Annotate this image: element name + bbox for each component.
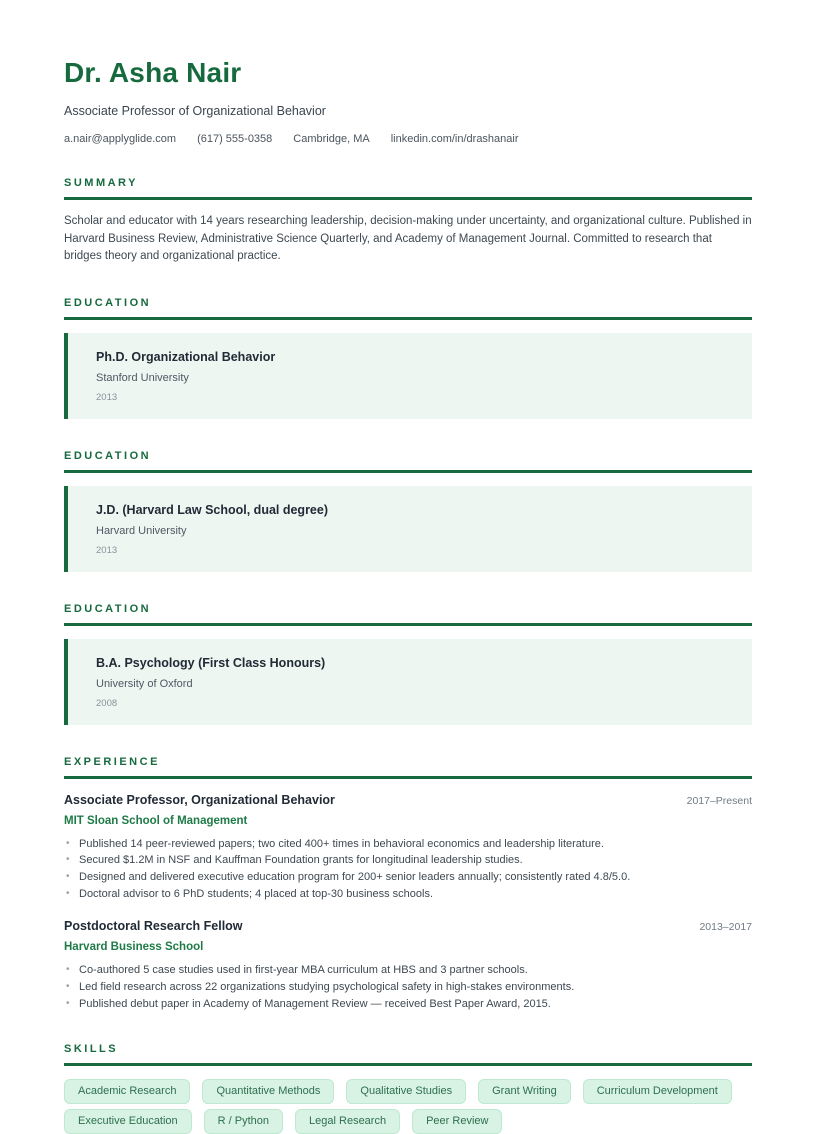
skill-chip: Curriculum Development	[583, 1079, 732, 1104]
experience-heading: EXPERIENCE	[64, 755, 160, 768]
job-dates: 2013–2017	[699, 921, 752, 934]
education-year: 2013	[96, 391, 118, 403]
job-bullet-list	[64, 836, 752, 903]
skill-chip: Peer Review	[412, 1109, 502, 1134]
summary-text: Scholar and educator with 14 years researching leadership, decision-making under uncertainty, and organizational culture. Published in Harvard Business Review, Administrative Science Quarterly, and Academy of Management Journal. Committed to research that bridges theory and organizational practice.	[64, 215, 752, 262]
education-heading: EDUCATION	[64, 602, 152, 615]
candidate-title: Associate Professor of Organizational Behavior	[64, 104, 326, 118]
education-heading: EDUCATION	[64, 296, 152, 309]
job-bullet: • Published 14 peer-reviewed papers; two cited 400+ times in behavioral economics and leadership literature.	[64, 836, 752, 853]
section-education-1	[64, 297, 752, 419]
skill-chip: Legal Research	[295, 1109, 400, 1134]
education-year: 2013	[96, 544, 118, 556]
contact-phone: (617) 555-0358	[197, 133, 273, 145]
education-card	[64, 333, 752, 419]
job-bullet: • Doctoral advisor to 6 PhD students; 4 placed at top-30 business schools.	[64, 886, 752, 903]
skill-chip: Qualitative Studies	[346, 1079, 466, 1104]
contact-email: a.nair@applyglide.com	[64, 133, 177, 145]
job-bullet: • Co-authored 5 case studies used in first-year MBA curriculum at HBS and 3 partner schools.	[64, 962, 752, 979]
job-header	[64, 919, 752, 934]
skill-chip: Grant Writing	[478, 1079, 571, 1104]
job-bullet: • Designed and delivered executive education program for 200+ senior leaders annually; consistently rated 4.8/5.0.	[64, 869, 752, 886]
skill-chip: Executive Education	[64, 1109, 192, 1134]
section-divider	[64, 317, 752, 320]
candidate-name: Dr. Asha Nair	[64, 57, 242, 88]
section-education-2	[64, 450, 752, 572]
skills-heading: SKILLS	[64, 1043, 119, 1056]
section-skills	[64, 1043, 752, 1134]
contact-linkedin: linkedin.com/in/drashanair	[390, 133, 519, 145]
job-title: Associate Professor, Organizational Behavior	[64, 792, 335, 807]
skill-chip: R / Python	[204, 1109, 283, 1134]
education-school: Stanford University	[96, 371, 189, 384]
education-school: Harvard University	[96, 524, 187, 537]
education-year: 2008	[96, 697, 118, 709]
education-school: University of Oxford	[96, 677, 193, 690]
job-bullet-list	[64, 962, 752, 1012]
section-summary	[64, 177, 752, 266]
job-company: Harvard Business School	[64, 941, 204, 954]
skills-chip-list	[64, 1079, 752, 1134]
skill-chip: Quantitative Methods	[202, 1079, 334, 1104]
section-divider	[64, 776, 752, 779]
contact-row	[64, 133, 752, 146]
job-title: Postdoctoral Research Fellow	[64, 919, 243, 934]
job-company: MIT Sloan School of Management	[64, 814, 248, 827]
section-divider	[64, 623, 752, 626]
section-experience	[64, 756, 752, 1013]
job-bullet: • Led field research across 22 organizations studying psychological safety in high-stakes environments.	[64, 979, 752, 996]
job-bullet: • Secured $1.2M in NSF and Kauffman Foundation grants for longitudinal leadership studies.	[64, 852, 752, 869]
education-degree: B.A. Psychology (First Class Honours)	[96, 655, 326, 670]
experience-entry	[64, 919, 752, 1012]
education-degree: Ph.D. Organizational Behavior	[96, 349, 276, 364]
section-divider	[64, 1063, 752, 1066]
job-header	[64, 793, 752, 808]
contact-location: Cambridge, MA	[293, 133, 370, 145]
education-card	[64, 486, 752, 572]
experience-entry	[64, 793, 752, 903]
section-divider	[64, 470, 752, 473]
education-degree: J.D. (Harvard Law School, dual degree)	[96, 502, 329, 517]
summary-heading: SUMMARY	[64, 177, 138, 189]
skill-chip: Academic Research	[64, 1079, 190, 1104]
job-bullet: • Published debut paper in Academy of Management Review — received Best Paper Award, 2015.	[64, 996, 752, 1013]
section-education-3	[64, 603, 752, 725]
section-divider	[64, 197, 752, 200]
job-dates: 2017–Present	[686, 794, 752, 807]
education-heading: EDUCATION	[64, 449, 152, 462]
education-card	[64, 639, 752, 725]
